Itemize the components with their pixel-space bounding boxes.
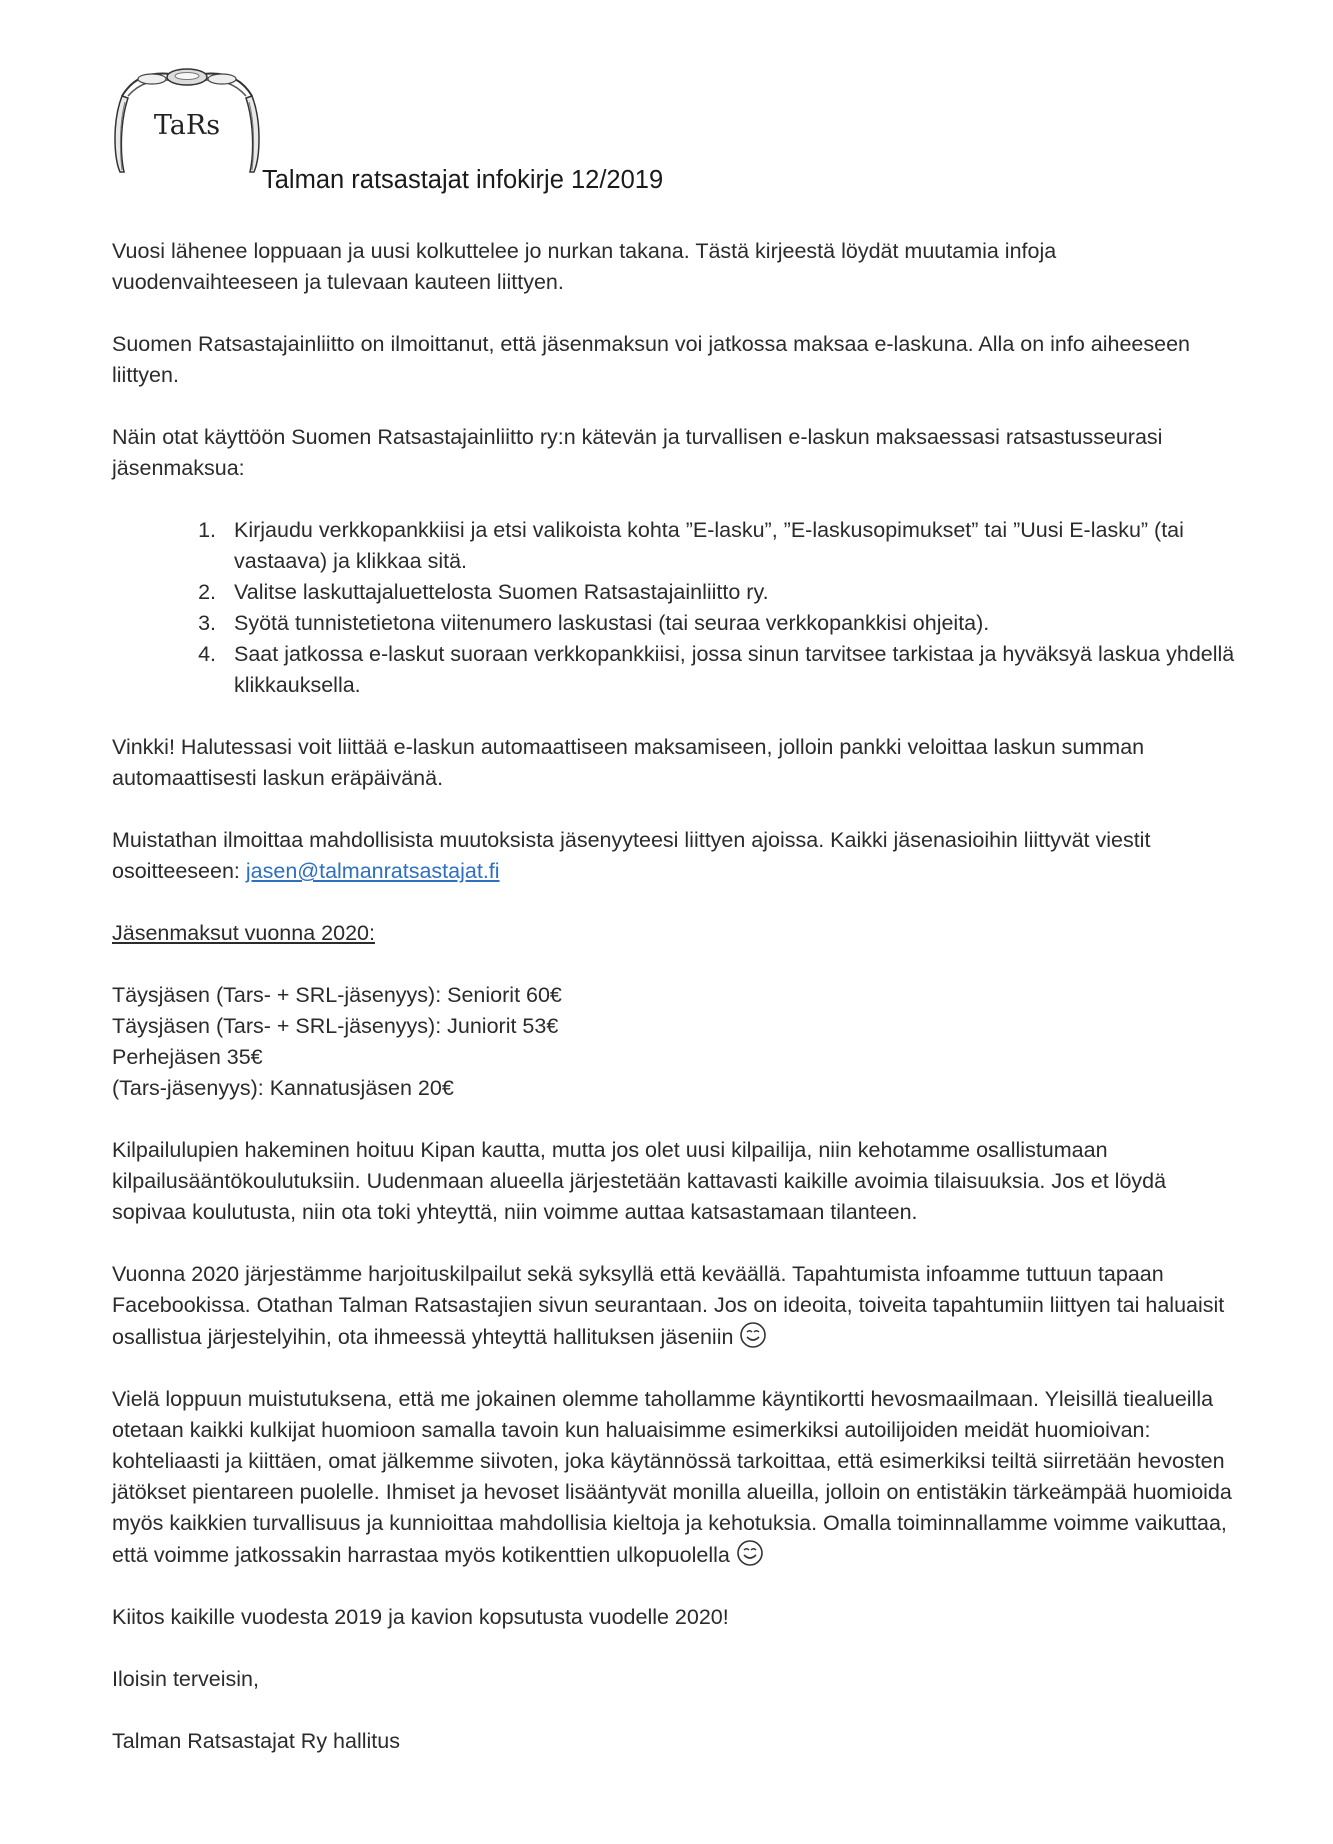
- reminder-text: Muistathan ilmoittaa mahdollisista muutoksista jäsenyyteesi liittyen ajoissa. Kaikki jäsenasioihin liittyvät viestit osoitteeseen:: [112, 828, 1151, 883]
- fees-block: [112, 980, 1237, 1104]
- etiquette-paragraph: [112, 1384, 1237, 1571]
- fees-heading: Jäsenmaksut vuonna 2020:: [112, 921, 375, 945]
- logo-text: TaRs: [153, 110, 221, 141]
- list-item: 2. Valitse laskuttajaluettelosta Suomen Ratsastajainliitto ry.: [222, 577, 1237, 608]
- reminder-paragraph: [112, 825, 1237, 887]
- smiley-icon: [739, 1321, 767, 1349]
- list-item: 4. Saat jatkossa e-laskut suoraan verkkopankkiisi, jossa sinun tarvitsee tarkistaa ja hyväksyä laskua yhdellä klikkauksella.: [222, 639, 1237, 701]
- tars-logo: [108, 62, 266, 182]
- events-text: Vuonna 2020 järjestämme harjoituskilpailut sekä syksyllä että keväällä. Tapahtumista infoamme tuttuun tapaan Facebookissa. Otathan Talman Ratsastajien sivun seurantaan. Jos on ideoita, toiveita tapahtumiin liittyen tai haluaisit osallistua järjestelyihin, ota ihmeessä yhteyttä hallituksen jäseniin: [112, 1262, 1225, 1349]
- greeting-line: Iloisin terveisin,: [112, 1667, 259, 1691]
- letter-body: [112, 236, 1237, 1757]
- page-title: Talman ratsastajat infokirje 12/2019: [262, 166, 664, 194]
- tip-paragraph: Vinkki! Halutessasi voit liittää e-laskun automaattiseen maksamiseen, jolloin pankki veloittaa laskun summan automaattisesti laskun eräpäivänä.: [112, 735, 1145, 790]
- howto-intro-paragraph: Näin otat käyttöön Suomen Ratsastajainliitto ry:n kätevän ja turvallisen e-laskun maksaessasi ratsastusseurasi jäsenmaksua:: [112, 425, 1163, 480]
- intro-paragraph: Vuosi lähenee loppuaan ja uusi kolkuttelee jo nurkan takana. Tästä kirjeestä löydät muutamia infoja vuodenvaihteeseen ja tulevaan kauteen liittyen.: [112, 239, 1057, 294]
- einvoice-steps-list: [112, 515, 1237, 701]
- licenses-paragraph: Kilpailulupien hakeminen hoituu Kipan kautta, mutta jos olet uusi kilpailija, niin kehotamme osallistumaan kilpailusääntökoulutuksiin. Uudenmaan alueella järjestetään kattavasti kaikille avoimia tilaisuuksia. Jos et löydä sopivaa koulutusta, niin ota toki yhteyttä, niin voimme auttaa katsastamaan tilanteen.: [112, 1138, 1167, 1224]
- signature-line: Talman Ratsastajat Ry hallitus: [112, 1729, 400, 1753]
- fee-line: (Tars-jäsenyys): Kannatusjäsen 20€: [112, 1076, 454, 1100]
- etiquette-text: Vielä loppuun muistutuksena, että me jokainen olemme tahollamme käyntikortti hevosmaailmaan. Yleisillä tiealueilla otetaan kaikki kulkijat huomioon samalla tavoin kun haluaisimme esimerkiksi autoilijoiden meidät huomioivan: kohteliaasti ja kiittäen, omat jälkemme siivoten, joka käytännössä tarkoittaa, että esimerkiksi teiltä siirretään hevosten jätökset pientareen puolelle. Ihmiset ja hevoset lisääntyvät monilla alueilla, jolloin on entistäkin tärkeämpää huomioida myös kaikkien turvallisuus ja kunnioittaa mahdollisia kieltoja ja kehotuksia. Omalla toiminnallamme voimme vaikuttaa, että voimme jatkossakin harrastaa myös kotikenttien ulkopuolella: [112, 1387, 1232, 1567]
- fee-line: Täysjäsen (Tars- + SRL-jäsenyys): Juniorit 53€: [112, 1014, 559, 1038]
- events-paragraph: [112, 1259, 1237, 1353]
- smiley-icon: [736, 1539, 764, 1567]
- list-item: 1. Kirjaudu verkkopankkiisi ja etsi valikoista kohta ”E-lasku”, ”E-laskusopimukset” tai ”Uusi E-lasku” (tai vastaava) ja klikkaa sitä.: [222, 515, 1237, 577]
- fee-line: Täysjäsen (Tars- + SRL-jäsenyys): Seniorit 60€: [112, 983, 562, 1007]
- list-item: 3. Syötä tunnistetietona viitenumero laskustasi (tai seuraa verkkopankkisi ohjeita).: [222, 608, 1237, 639]
- thanks-paragraph: Kiitos kaikille vuodesta 2019 ja kavion kopsutusta vuodelle 2020!: [112, 1605, 729, 1629]
- member-email-link[interactable]: jasen@talmanratsastajat.fi: [245, 859, 500, 883]
- fee-line: Perhejäsen 35€: [112, 1045, 263, 1069]
- einvoice-notice-paragraph: Suomen Ratsastajainliitto on ilmoittanut, että jäsenmaksun voi jatkossa maksaa e-laskuna. Alla on info aiheeseen liittyen.: [112, 332, 1191, 387]
